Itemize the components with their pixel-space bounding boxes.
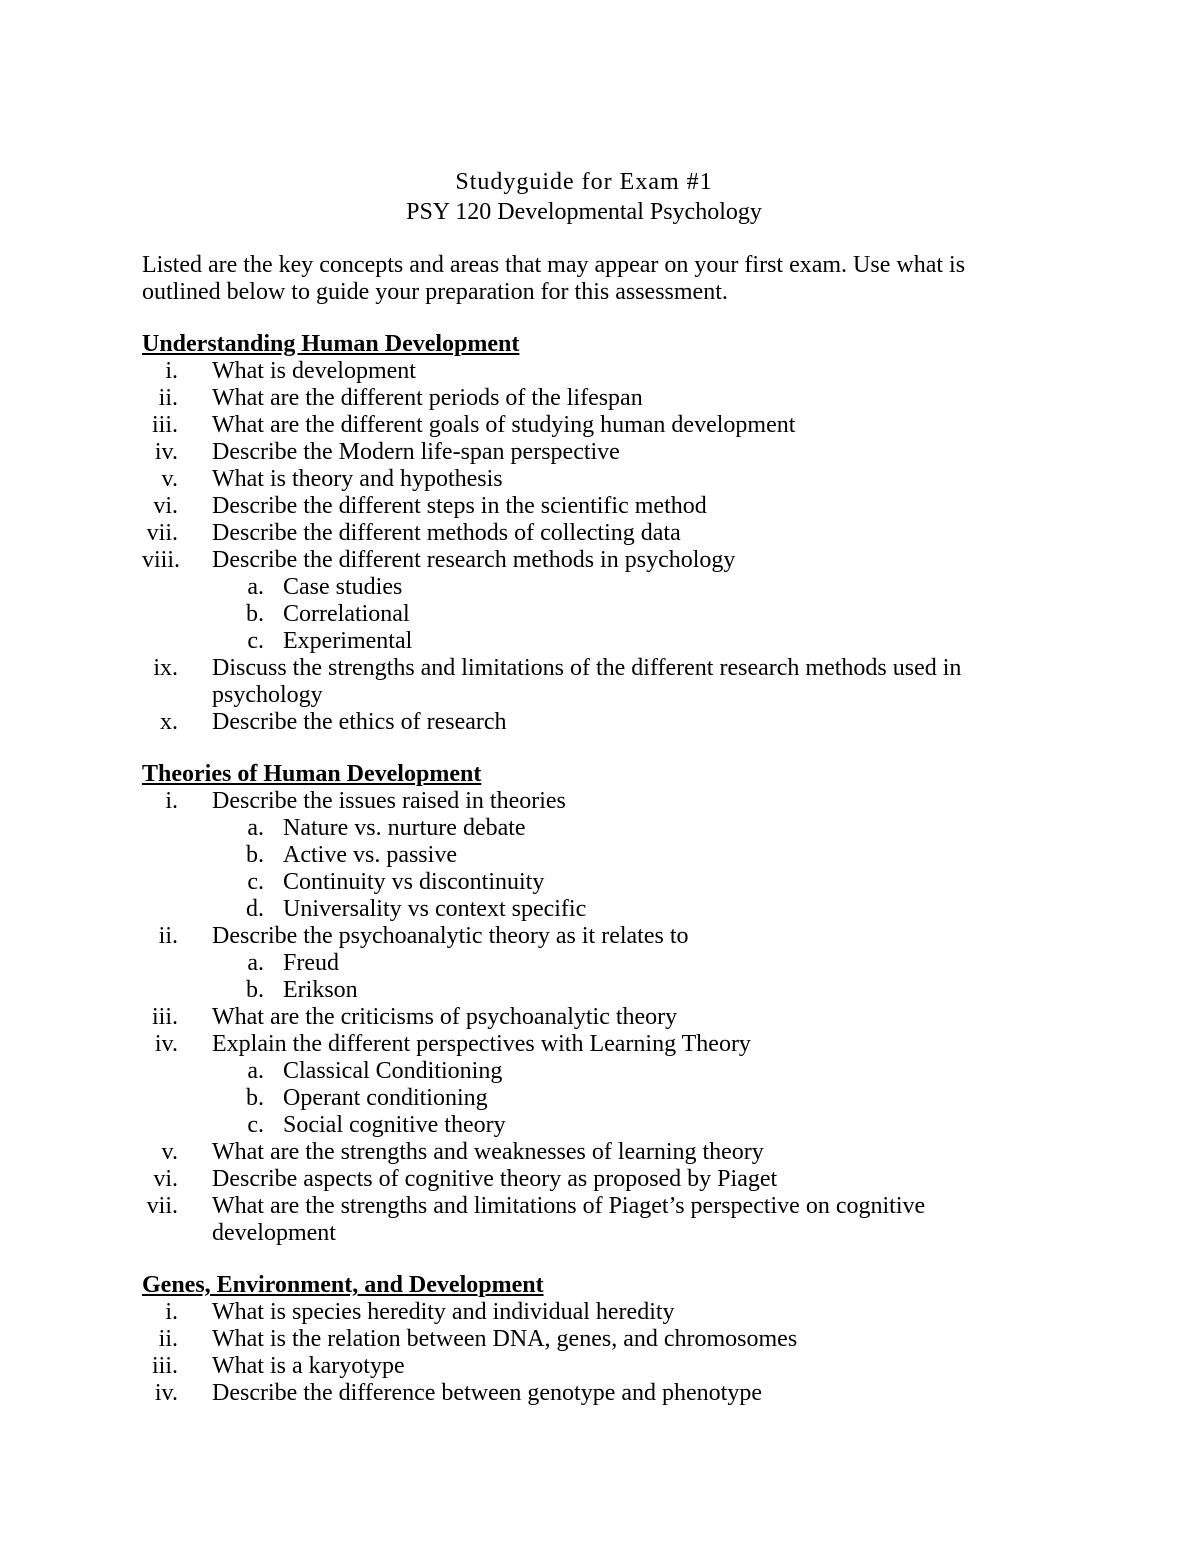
list-item-text: What is species heredity and individual heredity (212, 1299, 675, 1325)
sub-list-item-letter: b. (246, 977, 264, 1003)
list-item-text: What are the different goals of studying human development (212, 412, 796, 438)
list-item-number: iv. (154, 439, 178, 465)
sub-list-item-letter: b. (246, 1085, 264, 1111)
sub-list-item (142, 1058, 1042, 1085)
list-item-number: iv. (154, 1380, 178, 1406)
sub-list-item-letter: d. (246, 896, 264, 922)
list-item-number: iv. (154, 1031, 178, 1057)
list-item (142, 788, 1042, 815)
list-item-number: ix. (153, 655, 178, 681)
sub-list-item (142, 628, 1042, 655)
sections-container (142, 331, 1042, 1407)
intro-paragraph: Listed are the key concepts and areas that may appear on your first exam. Use what is outlined below to guide your preparation for this assessment. (142, 252, 966, 305)
list-item (142, 358, 1042, 385)
sub-list-item-letter: a. (247, 574, 264, 600)
list-item (142, 1299, 1042, 1326)
sub-list-item (142, 842, 1042, 869)
list-item-number: i. (165, 1299, 178, 1325)
sub-list-item-letter: a. (247, 815, 264, 841)
list-item (142, 520, 1042, 547)
sub-list-item-text: Operant conditioning (283, 1085, 488, 1111)
sub-list-item (142, 977, 1042, 1004)
sub-list-item (142, 869, 1042, 896)
list-item (142, 655, 1042, 709)
list-item-number: vii. (146, 520, 178, 546)
sub-list-item (142, 601, 1042, 628)
list-item-number: x. (160, 709, 178, 735)
list-item-text: What is theory and hypothesis (212, 466, 503, 492)
list-item (142, 466, 1042, 493)
sub-list-item-text: Correlational (283, 601, 410, 627)
sub-list-item-letter: a. (247, 1058, 264, 1084)
section-heading: Genes, Environment, and Development (142, 1272, 544, 1298)
list-item (142, 923, 1042, 950)
list-item-text: What is development (212, 358, 416, 384)
list-item-text: What are the strengths and limitations of Piaget’s perspective on cognitive development (212, 1193, 926, 1246)
list-item-text: Describe the ethics of research (212, 709, 507, 735)
list-item-text: What are the different periods of the lifespan (212, 385, 643, 411)
list-item-text: Describe the Modern life-span perspective (212, 439, 620, 465)
list-item-text: Discuss the strengths and limitations of the different research methods used in psychology (212, 655, 962, 708)
sub-list-item (142, 1085, 1042, 1112)
list-item-text: Describe the issues raised in theories (212, 788, 566, 814)
list-item-text: What are the criticisms of psychoanalytic theory (212, 1004, 678, 1030)
section (142, 331, 1042, 736)
list-item-text: Describe the difference between genotype and phenotype (212, 1380, 762, 1406)
list-item-number: vi. (153, 1166, 178, 1192)
sub-list-item (142, 896, 1042, 923)
list-item (142, 1353, 1042, 1380)
list-item (142, 1326, 1042, 1353)
list-item (142, 493, 1042, 520)
list-item (142, 1031, 1042, 1058)
sub-list-item (142, 815, 1042, 842)
list-item-number: v. (161, 1139, 178, 1165)
sub-list-item-text: Universality vs context specific (283, 896, 587, 922)
sub-list-item-text: Freud (283, 950, 339, 976)
list-item (142, 1193, 1042, 1247)
section (142, 761, 1042, 1247)
sub-list-item-letter: b. (246, 842, 264, 868)
sub-list-item (142, 950, 1042, 977)
list-item-number: vii. (146, 1193, 178, 1219)
list-item-number: vi. (153, 493, 178, 519)
section-heading: Theories of Human Development (142, 761, 482, 787)
list-item-number: ii. (158, 1326, 178, 1352)
sub-list-item-text: Active vs. passive (283, 842, 457, 868)
list-item (142, 412, 1042, 439)
list-item-text: Describe the different steps in the scientific method (212, 493, 707, 519)
list-item-text: Describe aspects of cognitive theory as proposed by Piaget (212, 1166, 778, 1192)
list-item-number: i. (165, 358, 178, 384)
list-item (142, 1004, 1042, 1031)
list-item (142, 1380, 1042, 1407)
list-item-text: Explain the different perspectives with Learning Theory (212, 1031, 751, 1057)
list-item-number: iii. (151, 1353, 178, 1379)
sub-list-item-text: Social cognitive theory (283, 1112, 506, 1138)
list-item (142, 1139, 1042, 1166)
list-item-text: What is the relation between DNA, genes, and chromosomes (212, 1326, 798, 1352)
sub-list-item-text: Erikson (283, 977, 358, 1003)
section (142, 1272, 1042, 1407)
list-item (142, 709, 1042, 736)
list-item-text: Describe the different methods of collecting data (212, 520, 681, 546)
sub-list-item-text: Continuity vs discontinuity (283, 869, 545, 895)
list-item-text: What is a karyotype (212, 1353, 405, 1379)
list-item-number: i. (165, 788, 178, 814)
list-item (142, 439, 1042, 466)
list-item-text: Describe the psychoanalytic theory as it relates to (212, 923, 689, 949)
sub-list-item-letter: a. (247, 950, 264, 976)
document-subtitle: PSY 120 Developmental Psychology (406, 199, 762, 225)
document-page (142, 166, 1042, 1407)
list-item (142, 385, 1042, 412)
sub-list-item-text: Classical Conditioning (283, 1058, 503, 1084)
sub-list-item-text: Case studies (283, 574, 403, 600)
sub-list-item (142, 574, 1042, 601)
sub-list-item-text: Experimental (283, 628, 413, 654)
sub-list-item-letter: c. (247, 869, 264, 895)
sub-list-item (142, 1112, 1042, 1139)
list-item (142, 1166, 1042, 1193)
sub-list-item-letter: b. (246, 601, 264, 627)
list-item-text: Describe the different research methods in psychology (212, 547, 736, 573)
list-item-number: v. (161, 466, 178, 492)
document-title: Studyguide for Exam #1 (455, 169, 713, 195)
list-item-number: iii. (151, 1004, 178, 1030)
list-item-text: What are the strengths and weaknesses of learning theory (212, 1139, 764, 1165)
sub-list-item-text: Nature vs. nurture debate (283, 815, 526, 841)
list-item-number: ii. (158, 385, 178, 411)
list-item-number: viii. (142, 547, 181, 573)
list-item (142, 547, 1042, 574)
sub-list-item-letter: c. (247, 628, 264, 654)
list-item-number: iii. (151, 412, 178, 438)
section-heading: Understanding Human Development (142, 331, 520, 357)
sub-list-item-letter: c. (247, 1112, 264, 1138)
list-item-number: ii. (158, 923, 178, 949)
